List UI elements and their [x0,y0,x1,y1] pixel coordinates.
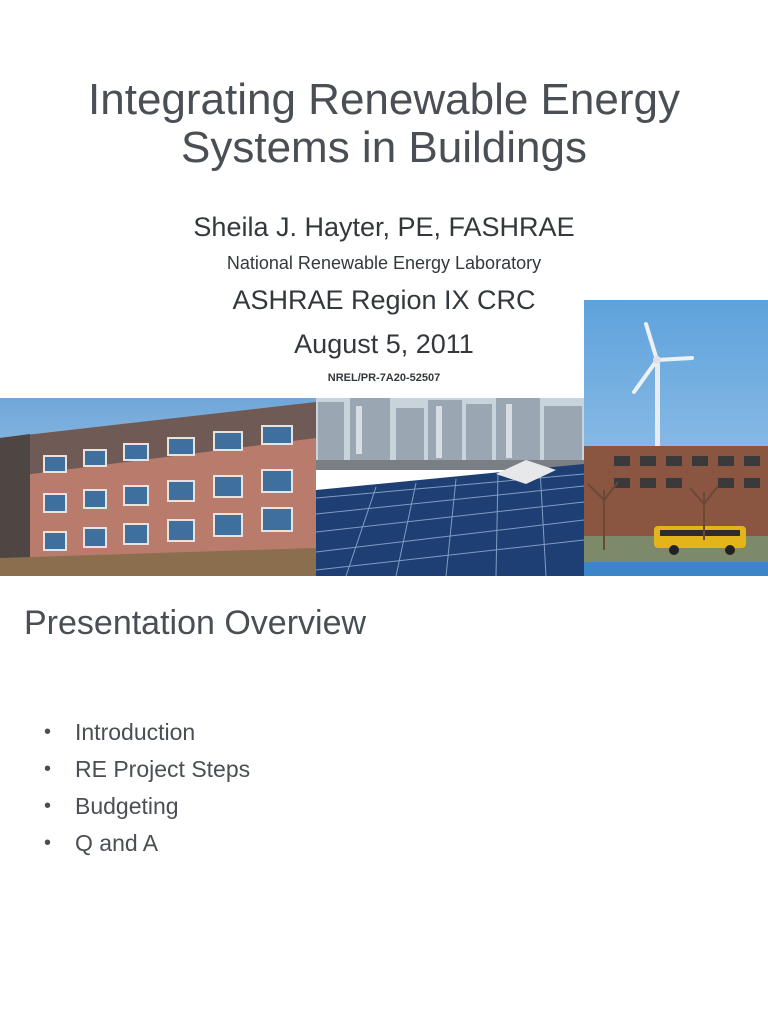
bullet-icon: • [44,721,52,743]
list-item-label: Budgeting [75,793,179,819]
organization: National Renewable Energy Laboratory [226,253,542,273]
overview-slide [0,578,768,1024]
overview-title: Presentation Overview [24,604,367,642]
list-item [44,714,250,751]
slide-title [0,76,768,172]
presentation-date: August 5, 2011 [294,329,474,359]
rooftop-solar-photo [316,398,584,576]
list-item-label: Q and A [75,830,159,856]
building-facade-photo [0,398,316,576]
list-item [44,788,250,825]
list-item-label: RE Project Steps [75,756,251,782]
list-item [44,751,250,788]
bullet-icon: • [44,795,52,817]
event-name: ASHRAE Region IX CRC [232,285,536,315]
wind-turbine-photo [584,300,768,576]
title-line-2: Systems in Buildings [181,123,587,172]
title-line-1: Integrating Renewable Energy [88,75,680,124]
list-item-label: Introduction [75,719,196,745]
bullet-icon: • [44,758,52,780]
list-item [44,825,250,862]
author-name: Sheila J. Hayter, PE, FASHRAE [193,212,575,242]
report-number: NREL/PR-7A20-52507 [327,372,441,384]
bullet-icon: • [44,832,52,854]
overview-list [44,714,250,862]
